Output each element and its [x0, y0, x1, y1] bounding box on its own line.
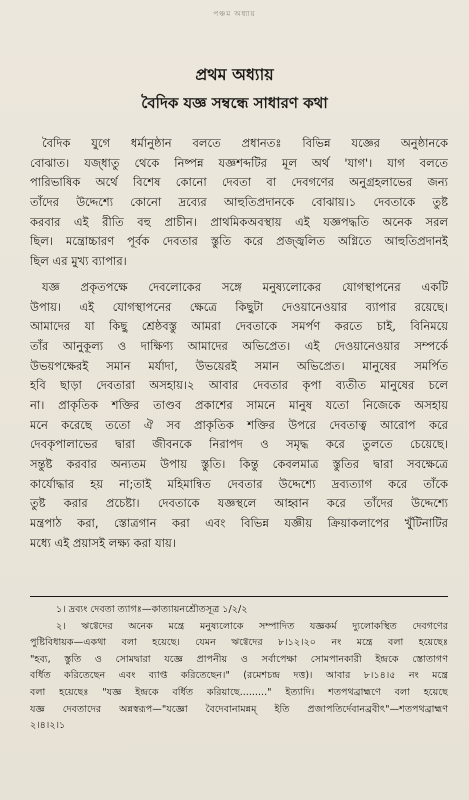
footnote-2-line: যজ্ঞ দেবতাদের অন্নস্বরূপ—"যজ্ঞো বৈদেবানামন্নম্ ইতি প্রজাপতির্দেবানব্রবীৎ"—শতপথব্রাহ্মণ	[30, 703, 448, 715]
chapter-title: প্রথম অধ্যায়	[195, 65, 274, 84]
text-line: মনে করেছে ততো ঐ সব প্রাকৃতিক শক্তির উপরে দেবতাত্ব আরোপ করে	[30, 417, 448, 432]
text-line: তাঁর আনুকূল্য ও দাক্ষিণ্য আমাদের অভিপ্রেত। এই দেওয়ানেওয়ার সম্পর্কে	[30, 338, 448, 353]
text-line: বোঝাত। যজ্‌ধাতু থেকে নিষ্পন্ন যজ্ঞশব্দটির মূল অর্থ 'যাগ'। যাগ বলতে	[30, 155, 448, 170]
footnote-2-line: বলা হয়েছেঃ "যজ্ঞ ইন্দ্রকে বর্ধিত করিয়াছে........." ইত্যাদি। শতপথব্রাহ্মণে বলা হয়েছে	[30, 686, 448, 698]
footnote-2-line: ২। ঋগ্বেদের অনেক মন্ত্রে মনুষ্যলোকে সম্পাদিত যজ্ঞকর্ম দ্যুলোকস্থিত দেবগণের	[56, 620, 448, 632]
footnote-divider	[30, 596, 448, 597]
text-line: উপায়। এই যোগস্থাপনের ক্ষেত্রে কিছুটা দেওয়ানেওয়ার ব্যাপার রয়েছে।	[30, 299, 448, 314]
text-line: যজ্ঞ প্রকৃতপক্ষে দেবলোকের সঙ্গে মনুষ্যলোকের যোগস্থাপনের একটি	[42, 279, 448, 294]
text-line: না। প্রাকৃতিক শক্তির তাণ্ডব প্রকাশের সামনে মানুষ যতো নিজেকে অসহায়	[30, 397, 448, 412]
text-line: পারিভাষিক অর্থে বিশেষ কোনো দেবতা বা দেবগণের অনুগ্রহলাভের জন্য	[30, 175, 448, 190]
text-line: ছিল। মন্ত্রোচ্চারণ পূর্বক দেবতার স্তুতি করে প্রজ্জ্বলিত অগ্নিতে আহুতিপ্রদানই	[30, 234, 448, 249]
text-line: দেবকৃপালাভের দ্বারা জীবনকে নিরাপদ ও সমৃদ্ধ করে তুলতে চেয়েছে।	[30, 437, 448, 452]
text-line: মধ্যে এই প্রয়াসই লক্ষ্য করা যায়।	[30, 535, 176, 550]
text-line: করবার এই রীতি বহু প্রাচীন। প্রাথমিকঅবস্থায় এই যজ্ঞপদ্ধতি অনেক সরল	[30, 214, 448, 229]
paragraph-1	[30, 134, 448, 272]
paragraph-2	[30, 278, 448, 554]
text-line: মন্ত্রপাঠ করা, স্তোত্রগান করা এবং বিভিন্ন যজ্ঞীয় ক্রিয়াকলাপের খুঁটিনাটির	[30, 516, 448, 531]
footnotes	[30, 602, 448, 735]
footnote-2-line: পুষ্টিবিধায়ক—একথা বলা হয়েছে। যেমন ঋগ্বেদের ৮।১২।২০ নং মন্ত্রে বলা হয়েছেঃ	[30, 637, 448, 649]
text-line: সন্তুষ্ট করবার অন্যতম উপায় স্তুতি। কিন্তু কেবলমাত্র স্তুতির দ্বারা সবক্ষেত্রে	[30, 457, 448, 471]
text-line: হবি ছাড়া দেবতারা অসহায়।২ আবার দেবতার কৃপা ব্যতীত মানুষের চলে	[30, 378, 448, 393]
running-head: পঞ্চম অধ্যায়	[213, 10, 256, 18]
footnote-2-line: বর্ধিত করিতেছেন এবং ব্যাপ্ত করিতেছেন।" (রমেশচন্দ্র দত্ত)। আবার ৮।১৪।৫ নং মন্ত্রে	[30, 670, 448, 682]
body-text	[30, 134, 448, 553]
footnote-1: ১। দ্রব্যং দেবতা ত্যাগঃ—কাত্যায়নশ্রৌতসূত্র ১/২/২	[56, 604, 248, 615]
text-line: তাঁদের উদ্দেশ্যে কোনো দ্রব্যের আহুতিপ্রদানকে বোঝায়।১ দেবতাকে তুষ্ট	[30, 195, 448, 210]
chapter-subtitle: বৈদিক যজ্ঞ সম্বন্ধে সাধারণ কথা	[141, 94, 328, 112]
text-line: ছিল এর মুখ্য ব্যাপার।	[30, 254, 127, 269]
text-line: কার্যোদ্ধার হয় না;তাই মহিমান্বিত দেবতার উদ্দেশ্যে দ্রব্যত্যাগ করে তাঁকে	[30, 476, 448, 491]
text-line: আমাদের যা কিছু শ্রেষ্ঠবস্তু আমরা দেবতাকে সমর্পণ করতে চাই, বিনিময়ে	[30, 319, 448, 334]
text-line: উভয়পক্ষেরই সমান মর্যাদা, উভয়েরই সমান অভিপ্রেত। মানুষের সমর্পিত	[30, 358, 448, 373]
footnote-2-line: ২।৪।২।১	[30, 720, 66, 732]
footnote-2-line: "হব্য, স্তুতি ও সোমদ্বারা যজ্ঞে প্রাপনীয় ও সর্বাপেক্ষা সোমপানকারী ইন্দ্রকে স্তোতাগণ	[30, 653, 448, 665]
text-line: তুষ্ট করার প্রচেষ্টা। দেবতাকে যজ্ঞস্থলে আহ্বান করে তাঁদের উদ্দেশ্যে	[30, 496, 448, 511]
text-line: বৈদিক যুগে ধর্মানুষ্ঠান বলতে প্রধানতঃ বিভিন্ন যজ্ঞের অনুষ্ঠানকে	[42, 136, 448, 150]
